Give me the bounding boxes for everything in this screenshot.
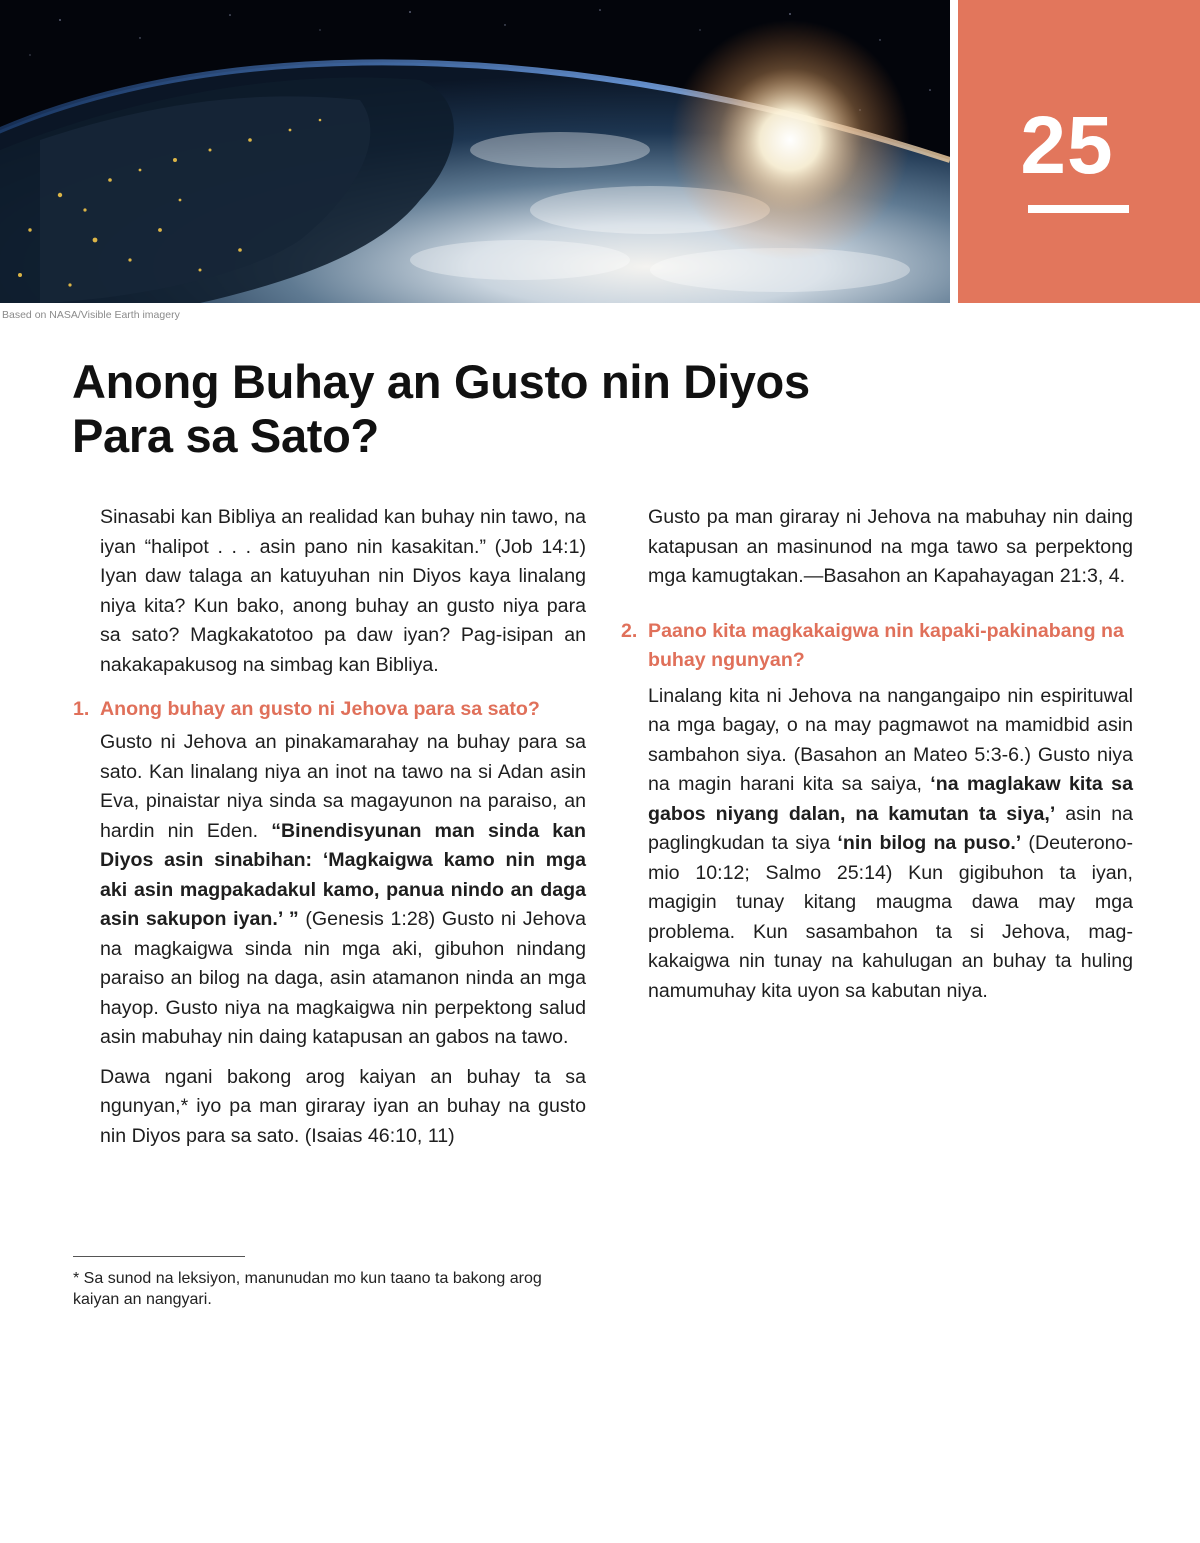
section-1-paragraph-1-text-b: (Genesis 1:28) Gusto ni Jehova na magkaigwa sinda nin mga aki, gibuhon nindang paraiso an bilog na daga, asin atamanon ninda an mga hayop. Gusto niya na magkaigwa nin perpektong salud asin mabuhay nin daing katapusan an gabos na tawo. <box>100 908 586 1048</box>
section-2-text-1: Linalang kita ni Jehova na nangangaipo nin espirituwal na mga bagay, o na may pagmawot na mamidbid asin sambahon siya. (Basahon an Mateo 5:3-6.) Gusto niya na magin harani kita sa saiya, <box>648 684 1133 795</box>
footnote-divider <box>73 1256 245 1257</box>
section-1-number: 1. <box>73 698 90 720</box>
genesis-quote: “Binendisyunan man sinda kan Diyos asin sinabihan: ‘Magkaigwa kamo nin mga aki asin magpakadakul kamo, panua nindo an daga asin sakupon iyan.’ ” <box>100 819 587 930</box>
footnote: * Sa sunod na leksiyon, manunudan mo kun taano ta bakong arog kaiyan an nangyari. <box>73 1270 542 1308</box>
lesson-number-underline <box>1028 205 1129 213</box>
lesson-number: 25 <box>1020 100 1114 191</box>
section-2-bold-quote-2: ‘nin bilog na puso.’ <box>837 832 1022 854</box>
section-2-text-2: asin na paglingkudan ta siya <box>648 802 1133 854</box>
section-2-question: Paano kita magkakaigwa nin kapaki-pakinabang na buhay ngunyan? <box>648 619 1124 671</box>
section-2-bold-quote-1: ‘na maglakaw kita sa gabos niyang dalan, na kamutan ta siya,’ <box>648 773 1133 825</box>
intro-paragraph: Sinasabi kan Bibliya an realidad kan buhay nin tawo, na iyan “halipot . . . asin pano nin kasakitan.” (Job 14:1) Iyan daw talaga an katuyuhan nin Diyos kaya linalang niya kita? Kun bako, anong buhay an gusto niya para sa sato? Magkakatotoo pa daw iyan? Pag-isipan an nakakapakusog na simbag kan Bibliya. <box>100 506 586 676</box>
section-1-paragraph-3: Gusto pa man giraray ni Jehova na mabuhay nin daing katapusan an masinunod na mga tawo sa perpektong mga kamugtakan.—Basahon an Kapahayagan 21:3, 4. <box>648 506 1133 587</box>
section-2-paragraph <box>621 682 1133 1007</box>
right-column <box>621 503 1133 1006</box>
section-2-text-3: (Deuteronomio 10:12; Salmo 25:14) Kun gigibuhon ta iyan, magigin tunay kitang maugma dawa may mga problema. Kun sasambahon ta si Jehova, magkakaigwa nin tunay na kahulugan an buhay ta huling namumuhay kita uyon sa kabutan niya. <box>648 832 1133 1002</box>
page-title-line-2: Para sa Sato? <box>72 409 379 462</box>
page-title <box>72 355 932 463</box>
section-1-heading <box>73 695 586 724</box>
section-1-paragraph-1 <box>73 728 586 1053</box>
earth-from-space-photo <box>0 0 950 303</box>
section-1-question: Anong buhay an gusto ni Jehova para sa sato? <box>100 698 540 720</box>
section-1-paragraph-2: Dawa ngani bakong arog kaiyan an buhay ta sa ngunyan,* iyo pa man giraray iyan an buhay na gusto nin Diyos para sa sato. (Isaias 46:10, 11) <box>100 1065 586 1147</box>
image-credit: Based on NASA/Visible Earth imagery <box>2 309 180 321</box>
section-1-paragraph-1-text-a: Gusto ni Jehova an pinakamarahay na buhay para sa sato. Kan linalang niya an inot na tawo na si Adan asin Eva, pinaistar niya sinda sa magayunon na paraiso, an hardin nin Eden. <box>100 731 586 842</box>
section-2-heading <box>621 617 1133 675</box>
section-2-number: 2. <box>621 619 638 642</box>
left-column <box>73 503 586 1151</box>
page-title-line-1: Anong Buhay an Gusto nin Diyos <box>72 355 810 408</box>
lesson-number-tab <box>958 0 1200 303</box>
